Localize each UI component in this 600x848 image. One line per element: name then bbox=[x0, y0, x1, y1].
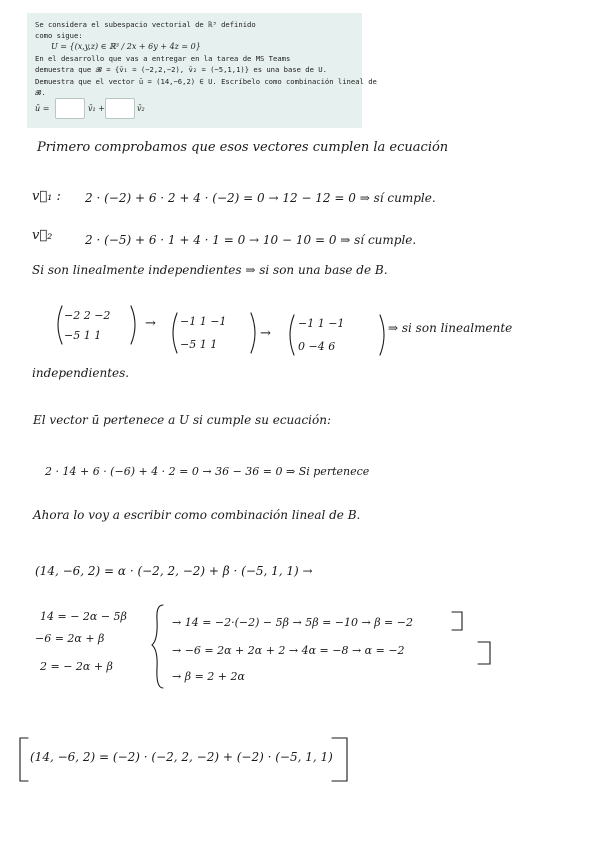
matrix-2-left-paren bbox=[173, 313, 177, 353]
answer-v2-label: v̄₂ bbox=[137, 104, 145, 113]
matrix-1-right-paren bbox=[131, 306, 135, 344]
solution-step-3: → β = 2 + 2α bbox=[172, 670, 245, 683]
matrix-3-right-paren bbox=[380, 315, 384, 355]
final-answer: (14, −6, 2) = (−2) · (−2, 2, −2) + (−2) · (−5, 1, 1) bbox=[30, 750, 333, 764]
problem-line-1: Se considera el subespacio vectorial de ℝ³ definido bbox=[35, 20, 256, 29]
independence-conclusion: independientes. bbox=[32, 366, 130, 380]
system-eq-1: 14 = − 2α − 5β bbox=[40, 610, 127, 623]
alpha-answer-bracket bbox=[478, 642, 490, 664]
problem-line-3: En el desarrollo que vas a entregar en la tarea de MS Teams bbox=[35, 54, 291, 63]
v1-check: 2 · (−2) + 6 · 2 + 4 · (−2) = 0 → 12 − 12 = 0 ⇒ sí cumple. bbox=[85, 191, 436, 205]
answer-v1-label: v̄₁ + bbox=[88, 104, 105, 113]
combination-equation: (14, −6, 2) = α · (−2, 2, −2) + β · (−5, 1, 1) → bbox=[35, 564, 313, 578]
solution-step-1: → 14 = −2·(−2) − 5β → 5β = −10 → β = −2 bbox=[172, 616, 413, 629]
belongs-intro: El vector ū pertenece a U si cumple su ecuación: bbox=[33, 413, 331, 427]
matrix-1-row-1: −2 2 −2 bbox=[64, 309, 111, 322]
arrow-1: → bbox=[145, 316, 156, 331]
belongs-check: 2 · 14 + 6 · (−6) + 4 · 2 = 0 → 36 − 36 = 0 ⇒ Si pertenece bbox=[45, 465, 370, 478]
beta-answer-bracket bbox=[452, 612, 462, 630]
problem-line-5: Demuestra que el vector ū = (14,−6,2) ∈ U. Escríbelo como combinación lineal de bbox=[35, 77, 377, 86]
v1-label: v⃗₁ : bbox=[32, 189, 61, 204]
subspace-definition: U = {(x,y,z) ∈ ℝ³ / 2x + 6y + 4z = 0} bbox=[51, 42, 201, 51]
matrix-2-row-2: −5 1 1 bbox=[180, 338, 218, 351]
problem-line-2: como sigue: bbox=[35, 31, 83, 40]
matrix-conclusion: ⇒ si son linealmente bbox=[388, 321, 513, 335]
answer-u-label: ū = bbox=[35, 104, 50, 113]
problem-line-4: demuestra que 𝓑 = {v̄₁ = (−2,2,−2), v̄₂ = (−5,1,1)} es una base de U. bbox=[35, 65, 327, 74]
v2-label: v⃗₂ bbox=[32, 228, 53, 243]
final-left-bracket bbox=[20, 738, 28, 781]
system-eq-3: 2 = − 2α + β bbox=[40, 660, 113, 673]
v2-check: 2 · (−5) + 6 · 1 + 4 · 1 = 0 → 10 − 10 = 0 ⇒ sí cumple. bbox=[85, 233, 417, 247]
matrix-3-left-paren bbox=[290, 315, 294, 355]
independence-statement: Si son linealmente independientes ⇒ si son una base de B. bbox=[32, 263, 388, 277]
combination-intro: Ahora lo voy a escribir como combinación lineal de B. bbox=[33, 508, 361, 522]
problem-line-6: 𝓑. bbox=[35, 88, 46, 97]
solution-step-2: → −6 = 2α + 2α + 2 → 4α = −8 → α = −2 bbox=[172, 644, 405, 657]
system-brace bbox=[152, 605, 163, 688]
matrix-1-left-paren bbox=[58, 306, 62, 344]
system-eq-2: −6 = 2α + β bbox=[35, 632, 105, 645]
matrix-3-row-2: 0 −4 6 bbox=[298, 340, 336, 353]
final-right-bracket bbox=[332, 738, 347, 781]
matrix-1-row-2: −5 1 1 bbox=[64, 329, 102, 342]
matrix-3-row-1: −1 1 −1 bbox=[298, 317, 345, 330]
arrow-2: → bbox=[260, 326, 271, 341]
work-intro: Primero comprobamos que esos vectores cumplen la ecuación bbox=[37, 140, 449, 155]
matrix-2-right-paren bbox=[251, 313, 255, 353]
matrix-2-row-1: −1 1 −1 bbox=[180, 315, 227, 328]
